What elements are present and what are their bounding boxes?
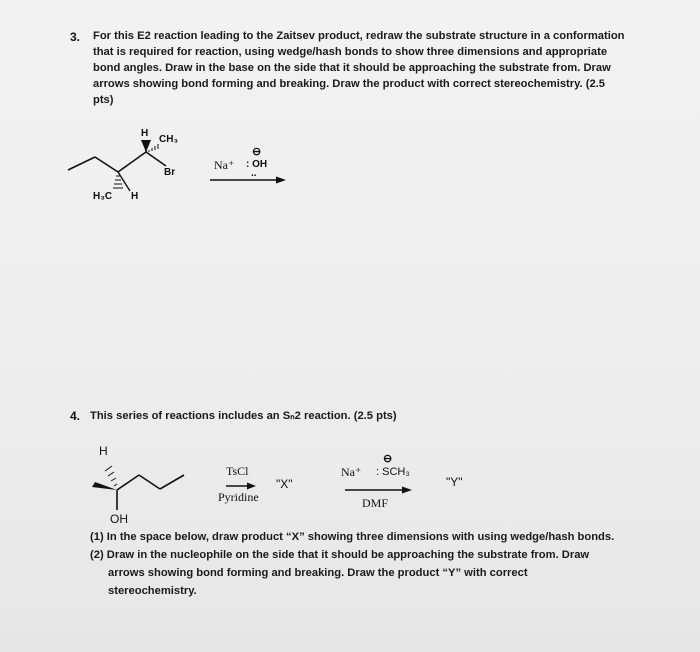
- q3-label-ch3: CH₃: [159, 134, 179, 145]
- q3-label-h-bottom: H: [131, 191, 139, 202]
- q4-hash-bond-h: [105, 466, 117, 486]
- q4-product-y-label: "Y": [446, 475, 463, 489]
- q4-substrate-bonds: [117, 475, 184, 510]
- q4-label-oh: OH: [110, 512, 128, 526]
- question-4-title: This series of reactions includes an Sₙ2 reaction. (2.5 pts): [90, 410, 397, 422]
- q4-instruction-1: (1) In the space below, draw product “X” showing three dimensions with using wedge/hash bonds.: [90, 531, 615, 543]
- question-4-instructions: [90, 528, 614, 600]
- q3-bond-left: [68, 157, 95, 170]
- q4-step-2-thiolate: : SCH₃: [376, 466, 410, 478]
- question-3-number: 3.: [70, 30, 81, 44]
- q3-label-h-top: H: [141, 128, 149, 139]
- q3-line-2: that is required for reaction, using wedge/hash bonds to show three dimensions and appropriate: [93, 46, 608, 58]
- q4-instruction-2: (2) Draw in the nucleophile on the side that it should be approaching the substrate from. Draw: [90, 549, 590, 561]
- q3-label-br: Br: [164, 167, 176, 178]
- q3-bond-to-br: [146, 152, 166, 166]
- q4-instruction-3: arrows showing bond forming and breaking. Draw the product “Y” with correct: [108, 567, 528, 579]
- q4-bond-right: [160, 475, 184, 489]
- q3-line-5: pts): [93, 94, 114, 106]
- q3-bond-to-c2: [118, 152, 146, 172]
- q3-line-3: bond angles. Draw in the base on the side that it should be approaching the substrate from. Draw: [93, 62, 611, 74]
- q4-step-2-sodium: Na⁺: [341, 465, 362, 479]
- q3-line-4: arrows showing bond forming and breaking. Draw the product with correct stereochemistry. (2.5: [93, 78, 606, 90]
- q4-bond-center: [139, 475, 160, 489]
- q4-label-h: H: [99, 444, 108, 458]
- q3-label-h3c: H₃C: [93, 191, 113, 202]
- q4-instruction-4: stereochemistry.: [108, 585, 197, 597]
- q4-wedge-bond-left: [92, 482, 117, 490]
- q3-line-1: For this E2 reaction leading to the Zaitsev product, redraw the substrate structure in a conformation: [93, 30, 625, 42]
- q3-reagent-hydroxide: : OH: [246, 159, 268, 170]
- q4-step-1-reagent: TsCl: [226, 464, 249, 478]
- q3-bond-center: [95, 157, 118, 172]
- q3-substrate-bonds: [68, 141, 166, 172]
- q3-reagent-sodium: Na⁺: [214, 158, 235, 172]
- q4-step-1-solvent: Pyridine: [218, 490, 259, 504]
- q4-product-x-label: "X": [276, 477, 293, 491]
- q3-hydroxide-charge: ⊖: [252, 146, 262, 158]
- q4-arrow-1-head: [247, 483, 256, 490]
- q3-hydroxide-lone-pair: ..: [251, 168, 257, 179]
- q3-reaction-arrow-head: [276, 177, 286, 184]
- question-4-number: 4.: [70, 409, 81, 423]
- q3-hash-bond-ch3: [149, 144, 158, 152]
- q4-bond-to-c2: [117, 475, 139, 490]
- q4-arrow-2-head: [402, 487, 412, 494]
- q4-thiolate-charge: ⊖: [383, 453, 393, 465]
- q4-step-2-solvent: DMF: [362, 496, 389, 510]
